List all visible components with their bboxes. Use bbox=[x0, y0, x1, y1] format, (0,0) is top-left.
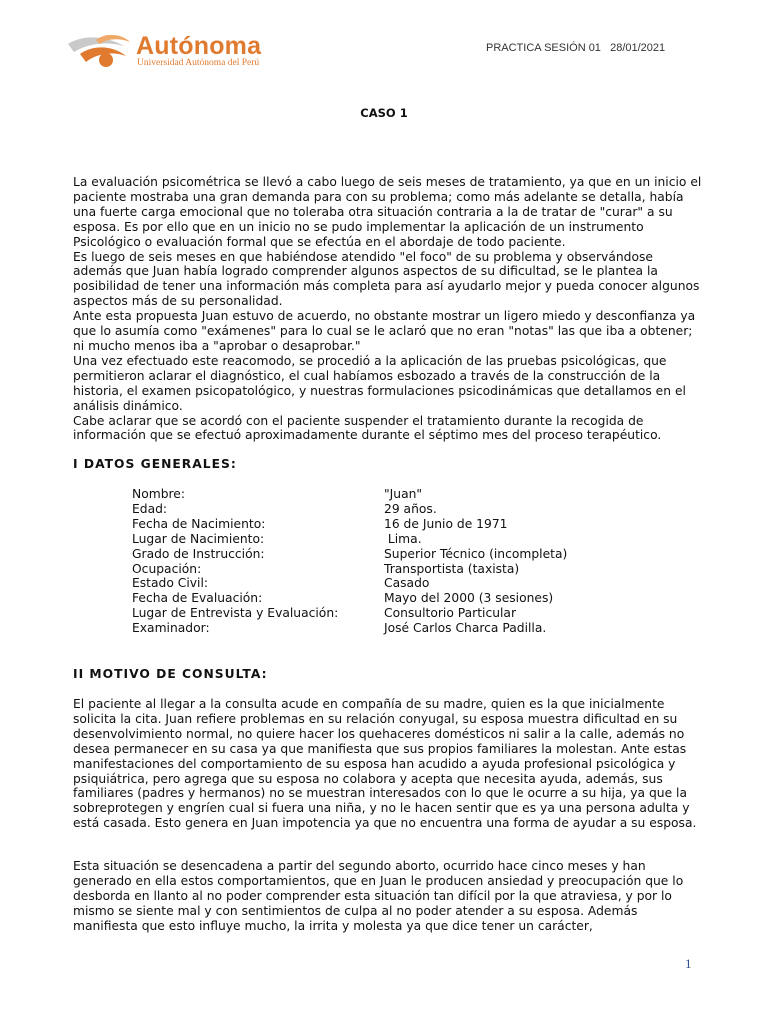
data-key: Nombre: bbox=[132, 487, 186, 501]
page-title: CASO 1 bbox=[360, 106, 408, 120]
data-row bbox=[132, 517, 567, 532]
data-row bbox=[132, 591, 567, 606]
data-key: Examinador: bbox=[132, 621, 210, 636]
motivo-paragraph-2: Esta situación se desencadena a partir del segundo aborto, ocurrido hace cinco meses y han generado en ella estos comportamientos, que en Juan le producen ansiedad y preocupación que lo desborda en llanto al no poder comprender esta situación tan difícil por la que atraviesa, y por lo mismo se siente mal y con sentimientos de culpa al no poder atender a su esposa. Además manifiesta que esto influye mucho, la irrita y molesta ya que dice tener un carácter, bbox=[73, 859, 684, 933]
data-value: Consultorio Particular bbox=[384, 606, 517, 621]
data-row bbox=[132, 532, 567, 547]
section-heading-motivo: II MOTIVO DE CONSULTA: bbox=[73, 667, 268, 681]
brand-subtitle: Universidad Autónoma del Perú bbox=[137, 58, 260, 68]
intro-paragraph: Ante esta propuesta Juan estuvo de acuerdo, no obstante mostrar un ligero miedo y desconfianza ya que lo asumía como "exámenes" para lo cual se le aclaró que no eran "notas" las que iba a obtener; ni mucho menos iba a "aprobar o desaprobar." bbox=[73, 309, 696, 353]
data-key: Grado de Instrucción: bbox=[132, 546, 265, 561]
intro-paragraph: Cabe aclarar que se acordó con el paciente suspender el tratamiento durante la recogida de información que se efectuó aproximadamente durante el séptimo mes del proceso terapéutico. bbox=[73, 413, 662, 443]
data-value: "Juan" bbox=[384, 487, 423, 501]
data-key: Ocupación: bbox=[132, 561, 202, 576]
data-key: Fecha de Evaluación: bbox=[132, 591, 263, 606]
data-value: Lima. bbox=[384, 531, 422, 546]
data-row bbox=[132, 621, 567, 636]
data-key: Fecha de Nacimiento: bbox=[132, 516, 266, 531]
general-data-list bbox=[132, 487, 567, 636]
data-value: 16 de Junio de 1971 bbox=[384, 516, 508, 531]
motivo-paragraph-1: El paciente al llegar a la consulta acude en compañía de su madre, quien es la que inicialmente solicita la cita. Juan refiere problemas en su relación conyugal, su esposa muestra dificultad en su desenvolvimiento normal, no quiere hacer los quehaceres domésticos ni salir a la calle, además no desea permanecer en su casa ya que manifiesta que sus propios familiares la molestan. Ante estas manifestaciones del comportamiento de su esposa han acudido a ayuda profesional psicológica y psiquiátrica, pero agrega que su esposa no colabora y acepta que necesita ayuda, además, sus familiares (padres y hermanos) no se muestran interesados con lo que le ocurre a su hija, ya que la sobreprotegen y engríen cual si fuera una niña, y no le hacen sentir que es ya una persona adulta y está casada. Esto genera en Juan impotencia ya que no encuentra una forma de ayudar a su esposa. bbox=[73, 697, 697, 831]
header-session-date: PRACTICA SESIÓN 01 28/01/2021 bbox=[486, 42, 666, 54]
data-row bbox=[132, 576, 567, 591]
data-value: Casado bbox=[384, 576, 430, 591]
data-row bbox=[132, 547, 567, 562]
data-key: Lugar de Entrevista y Evaluación: bbox=[132, 606, 339, 621]
data-key: Estado Civil: bbox=[132, 576, 209, 591]
brand-name: Autónoma bbox=[136, 32, 262, 60]
page-number: 1 bbox=[685, 956, 692, 971]
data-row bbox=[132, 562, 567, 577]
intro-paragraph: Es luego de seis meses en que habiéndose atendido "el foco" de su problema y observándose además que Juan había logrado comprender algunos aspectos de su dificultad, se le plantea la posibilidad de tener una información más completa para así ayudarlo mejor y pueda conocer algunos aspectos más de su personalidad. bbox=[73, 249, 700, 309]
data-value: 29 años. bbox=[384, 501, 437, 516]
intro-paragraph: La evaluación psicométrica se llevó a cabo luego de seis meses de tratamiento, ya que en un inicio el paciente mostraba una gran demanda para con su problema; como más adelante se detalla, había una fuerte carga emocional que no toleraba otra situación contraria a la de tratar de "curar" a su esposa. Es por ello que en un inicio no se pudo implementar la aplicación de un instrumento Psicológico o evaluación formal que se efectúa en el abordaje de todo paciente. bbox=[73, 175, 702, 249]
data-row bbox=[132, 502, 567, 517]
data-row bbox=[132, 606, 567, 621]
data-value: Transportista (taxista) bbox=[384, 561, 520, 576]
data-key: Lugar de Nacimiento: bbox=[132, 531, 265, 546]
intro-text bbox=[73, 175, 703, 443]
data-value: Mayo del 2000 (3 sesiones) bbox=[384, 591, 554, 606]
data-key: Edad: bbox=[132, 501, 168, 516]
intro-paragraph: Una vez efectuado este reacomodo, se procedió a la aplicación de las pruebas psicológicas, que permitieron aclarar el diagnóstico, el cual habíamos esbozado a través de la construcción de la historia, el examen psicopatológico, y nuestras formulaciones psicodinámicas que detallamos en el análisis dinámico. bbox=[73, 353, 686, 413]
data-row bbox=[132, 487, 567, 502]
section-heading-datos: I DATOS GENERALES: bbox=[73, 457, 237, 471]
data-value: José Carlos Charca Padilla. bbox=[384, 621, 547, 636]
data-value: Superior Técnico (incompleta) bbox=[384, 546, 568, 561]
